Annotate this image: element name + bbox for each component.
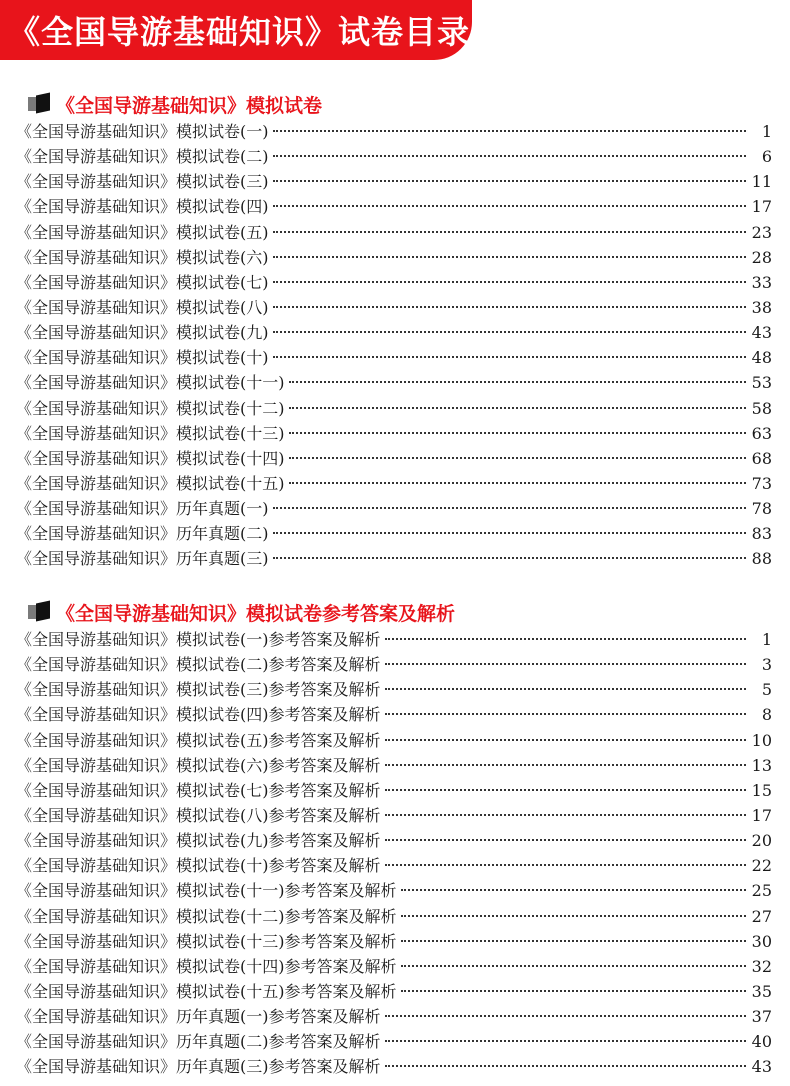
toc-entry-title: 《全国导游基础知识》模拟试卷(十四) <box>16 448 285 468</box>
toc-entry-page: 20 <box>751 831 772 851</box>
toc-entry <box>16 1054 772 1079</box>
dot-leader <box>273 356 747 358</box>
dot-leader <box>385 1065 747 1067</box>
toc-entry <box>16 320 772 345</box>
toc-entry-page: 28 <box>751 247 772 267</box>
dot-leader <box>289 482 747 484</box>
toc-entry <box>16 1004 772 1029</box>
toc-entry-page: 35 <box>751 981 772 1001</box>
toc-entry-title: 《全国导游基础知识》模拟试卷(七)参考答案及解析 <box>16 780 381 800</box>
toc-entry-page: 25 <box>751 881 772 901</box>
toc-entry-page: 1 <box>761 122 772 141</box>
toc-entry-title: 《全国导游基础知识》历年真题(三)参考答案及解析 <box>16 1057 381 1077</box>
toc-entry-page: 37 <box>751 1007 772 1027</box>
dot-leader <box>273 155 747 157</box>
dot-leader <box>273 205 747 207</box>
toc-entry-page: 5 <box>761 680 772 700</box>
toc-entry <box>16 496 772 521</box>
toc-entry <box>16 270 772 295</box>
dot-leader <box>401 889 747 891</box>
toc-entry-page: 53 <box>751 373 772 393</box>
dot-leader <box>289 381 747 383</box>
toc-entry <box>16 119 772 144</box>
dot-leader <box>273 331 747 333</box>
toc-entry <box>16 652 772 677</box>
toc-entry <box>16 220 772 245</box>
toc-entry-page: 73 <box>751 473 772 493</box>
toc-entry <box>16 144 772 169</box>
toc-entry-page: 3 <box>761 655 772 675</box>
toc-entry <box>16 627 772 652</box>
dot-leader <box>273 256 747 258</box>
toc-entry-title: 《全国导游基础知识》模拟试卷(十)参考答案及解析 <box>16 856 381 876</box>
toc-entry-page: 22 <box>751 856 772 876</box>
dot-leader <box>401 990 747 992</box>
toc-entry <box>16 728 772 753</box>
dot-leader <box>385 789 747 791</box>
toc-entry <box>16 929 772 954</box>
dot-leader <box>289 407 747 409</box>
toc-entry-title: 《全国导游基础知识》模拟试卷(六)参考答案及解析 <box>16 755 381 775</box>
toc-entry-title: 《全国导游基础知识》历年真题(一) <box>16 499 269 519</box>
toc-entry-page: 40 <box>751 1032 772 1052</box>
toc-entry-title: 《全国导游基础知识》模拟试卷(七) <box>16 272 269 292</box>
dot-leader <box>273 532 747 534</box>
toc-entry-title: 《全国导游基础知识》模拟试卷(八)参考答案及解析 <box>16 805 381 825</box>
dot-leader <box>385 864 747 866</box>
dot-leader <box>385 764 747 766</box>
section-marker-icon <box>28 602 52 622</box>
toc-entry-title: 《全国导游基础知识》模拟试卷(十五) <box>16 473 285 493</box>
dot-leader <box>273 306 747 308</box>
toc-entry <box>16 1029 772 1054</box>
toc-entry <box>16 778 772 803</box>
toc-entry-page: 17 <box>751 805 772 825</box>
toc-entry-page: 10 <box>751 730 772 750</box>
dot-leader <box>385 814 747 816</box>
dot-leader <box>289 457 747 459</box>
dot-leader <box>385 839 747 841</box>
toc-entry-title: 《全国导游基础知识》模拟试卷(十五)参考答案及解析 <box>16 981 397 1001</box>
dot-leader <box>289 432 747 434</box>
toc-entry <box>16 878 772 903</box>
toc-entry-title: 《全国导游基础知识》模拟试卷(五) <box>16 222 269 242</box>
toc-entry <box>16 828 772 853</box>
toc-entry-page: 30 <box>751 931 772 951</box>
toc-entry <box>16 370 772 395</box>
toc-entry-page: 23 <box>751 222 772 242</box>
toc-entry <box>16 295 772 320</box>
dot-leader <box>385 1040 747 1042</box>
toc-entry-page: 33 <box>751 272 772 292</box>
toc-entry-page: 43 <box>751 1057 772 1077</box>
toc-entry-title: 《全国导游基础知识》模拟试卷(二) <box>16 147 269 167</box>
dot-leader <box>385 663 747 665</box>
toc-entry-page: 6 <box>761 147 772 167</box>
section-header <box>28 600 455 624</box>
toc-list <box>16 627 772 1080</box>
toc-entry-title: 《全国导游基础知识》模拟试卷(十三) <box>16 423 285 443</box>
toc-entry <box>16 169 772 194</box>
dot-leader <box>273 507 747 509</box>
dot-leader <box>385 1015 747 1017</box>
dot-leader <box>273 557 747 559</box>
toc-entry-page: 1 <box>761 630 772 649</box>
toc-entry-title: 《全国导游基础知识》历年真题(二)参考答案及解析 <box>16 1032 381 1052</box>
toc-entry <box>16 853 772 878</box>
toc-entry-title: 《全国导游基础知识》模拟试卷(二)参考答案及解析 <box>16 655 381 675</box>
toc-entry <box>16 396 772 421</box>
toc-entry-title: 《全国导游基础知识》模拟试卷(八) <box>16 297 269 317</box>
toc-entry-page: 38 <box>751 297 772 317</box>
toc-entry-title: 《全国导游基础知识》模拟试卷(五)参考答案及解析 <box>16 730 381 750</box>
dot-leader <box>385 638 747 640</box>
toc-entry-page: 32 <box>751 956 772 976</box>
toc-entry-title: 《全国导游基础知识》历年真题(三) <box>16 549 269 569</box>
toc-entry-title: 《全国导游基础知识》模拟试卷(十二)参考答案及解析 <box>16 906 397 926</box>
toc-entry-page: 27 <box>751 906 772 926</box>
toc-entry <box>16 546 772 571</box>
toc-entry-page: 8 <box>761 705 772 725</box>
toc-entry-page: 48 <box>751 348 772 368</box>
toc-list <box>16 119 772 572</box>
toc-entry-title: 《全国导游基础知识》模拟试卷(十三)参考答案及解析 <box>16 931 397 951</box>
dot-leader <box>401 965 747 967</box>
toc-entry-page: 58 <box>751 398 772 418</box>
toc-entry <box>16 471 772 496</box>
dot-leader <box>385 688 747 690</box>
toc-entry-title: 《全国导游基础知识》模拟试卷(三) <box>16 172 269 192</box>
dot-leader <box>273 130 747 132</box>
toc-entry-page: 68 <box>751 448 772 468</box>
toc-entry-page: 15 <box>751 780 772 800</box>
toc-entry-title: 《全国导游基础知识》模拟试卷(十二) <box>16 398 285 418</box>
dot-leader <box>385 713 747 715</box>
toc-entry <box>16 904 772 929</box>
toc-entry-page: 43 <box>751 323 772 343</box>
page-title: 《全国导游基础知识》试卷目录 <box>8 13 471 51</box>
dot-leader <box>401 940 747 942</box>
toc-entry-title: 《全国导游基础知识》模拟试卷(四) <box>16 197 269 217</box>
toc-entry <box>16 446 772 471</box>
toc-entry-title: 《全国导游基础知识》模拟试卷(十) <box>16 348 269 368</box>
section-title: 《全国导游基础知识》模拟试卷 <box>56 94 323 117</box>
toc-entry-title: 《全国导游基础知识》模拟试卷(十四)参考答案及解析 <box>16 956 397 976</box>
toc-entry-title: 《全国导游基础知识》模拟试卷(十一) <box>16 373 285 393</box>
title-banner <box>0 0 472 60</box>
toc-entry <box>16 702 772 727</box>
toc-entry-title: 《全国导游基础知识》模拟试卷(一) <box>16 122 269 141</box>
toc-entry <box>16 979 772 1004</box>
toc-entry-title: 《全国导游基础知识》模拟试卷(六) <box>16 247 269 267</box>
toc-entry <box>16 245 772 270</box>
toc-entry-title: 《全国导游基础知识》历年真题(一)参考答案及解析 <box>16 1007 381 1027</box>
toc-entry-title: 《全国导游基础知识》模拟试卷(四)参考答案及解析 <box>16 705 381 725</box>
toc-entry-title: 《全国导游基础知识》模拟试卷(九) <box>16 323 269 343</box>
dot-leader <box>273 231 747 233</box>
toc-entry <box>16 677 772 702</box>
toc-entry-page: 13 <box>751 755 772 775</box>
toc-entry <box>16 803 772 828</box>
toc-entry-page: 88 <box>751 549 772 569</box>
toc-entry-page: 17 <box>751 197 772 217</box>
dot-leader <box>273 281 747 283</box>
toc-entry <box>16 954 772 979</box>
dot-leader <box>385 739 747 741</box>
toc-entry-title: 《全国导游基础知识》历年真题(二) <box>16 524 269 544</box>
dot-leader <box>273 180 747 182</box>
dot-leader <box>401 915 747 917</box>
section-marker-icon <box>28 94 52 114</box>
toc-entry-page: 11 <box>751 172 772 192</box>
toc-entry <box>16 194 772 219</box>
toc-entry-title: 《全国导游基础知识》模拟试卷(三)参考答案及解析 <box>16 680 381 700</box>
toc-entry <box>16 345 772 370</box>
toc-entry-title: 《全国导游基础知识》模拟试卷(九)参考答案及解析 <box>16 831 381 851</box>
toc-entry <box>16 521 772 546</box>
toc-entry <box>16 421 772 446</box>
toc-entry-title: 《全国导游基础知识》模拟试卷(十一)参考答案及解析 <box>16 881 397 901</box>
toc-entry-page: 83 <box>751 524 772 544</box>
toc-entry-title: 《全国导游基础知识》模拟试卷(一)参考答案及解析 <box>16 630 381 649</box>
section-header <box>28 92 322 116</box>
toc-entry-page: 63 <box>751 423 772 443</box>
toc-entry <box>16 753 772 778</box>
section-title: 《全国导游基础知识》模拟试卷参考答案及解析 <box>56 602 456 625</box>
toc-entry-page: 78 <box>751 499 772 519</box>
